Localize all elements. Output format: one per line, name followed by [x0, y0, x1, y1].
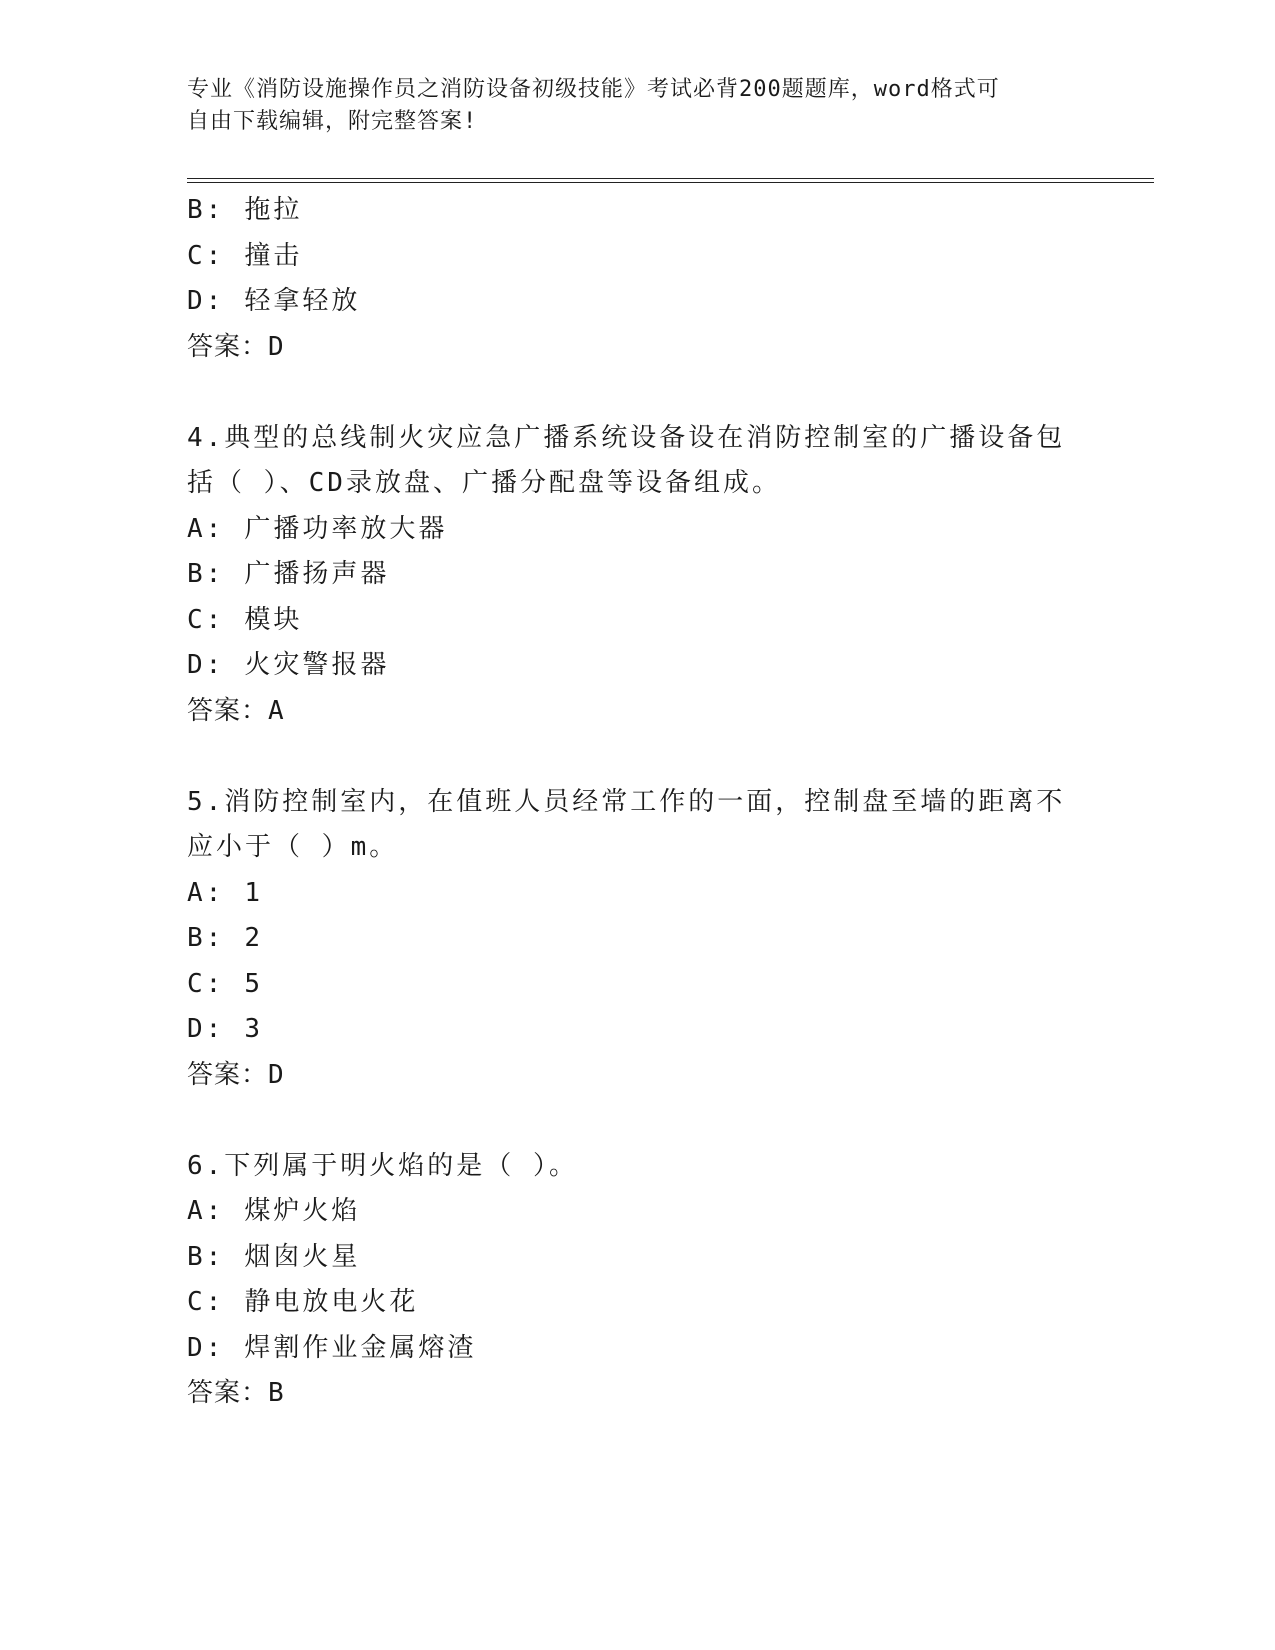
- option-text: 模块: [244, 604, 303, 635]
- option-letter: C:: [187, 968, 225, 999]
- option-text: 1: [244, 877, 263, 908]
- option-d: [187, 279, 1067, 325]
- question-text-line-2: 应小于（ ）m。: [187, 832, 399, 862]
- option-letter: C:: [187, 604, 225, 635]
- option-c: [187, 598, 1067, 644]
- option-letter: A:: [187, 877, 225, 908]
- option-text: 轻拿轻放: [244, 286, 361, 316]
- option-c: [187, 1280, 1067, 1326]
- question-4: [187, 416, 1067, 735]
- option-letter: D:: [187, 650, 225, 680]
- option-text: 广播功率放大器: [244, 513, 448, 544]
- option-letter: C:: [187, 240, 225, 271]
- option-b: [187, 188, 1067, 234]
- option-letter: D:: [187, 1332, 225, 1363]
- option-letter: B:: [187, 923, 225, 953]
- option-d: [187, 1007, 1067, 1053]
- option-letter: C:: [187, 1287, 225, 1317]
- question-5: [187, 780, 1067, 1099]
- header-line-1: 专业《消防设施操作员之消防设备初级技能》考试必背200题题库，word格式可: [187, 77, 1000, 102]
- option-letter: B:: [187, 1241, 225, 1272]
- option-letter: B:: [187, 559, 225, 589]
- question-text-line-2: 括（ ）、CD录放盘、广播分配盘等设备组成。: [187, 468, 781, 498]
- option-text: 火灾警报器: [244, 650, 390, 680]
- option-b: [187, 552, 1067, 598]
- option-text: 烟囱火星: [244, 1241, 361, 1272]
- option-letter: D:: [187, 286, 225, 316]
- answer: 答案：B: [187, 1378, 285, 1408]
- option-a: [187, 507, 1067, 553]
- option-text: 3: [244, 1014, 263, 1044]
- option-letter: A:: [187, 513, 225, 544]
- header-divider: [187, 178, 1154, 183]
- option-d: [187, 643, 1067, 689]
- option-c: [187, 962, 1067, 1008]
- option-text: 焊割作业金属熔渣: [244, 1332, 477, 1363]
- question-text-line-1: 5.消防控制室内，在值班人员经常工作的一面，控制盘至墙的距离不: [187, 786, 1066, 817]
- option-a: [187, 871, 1067, 917]
- option-letter: B:: [187, 195, 225, 225]
- question-3-partial: [187, 188, 1067, 370]
- answer: 答案：A: [187, 695, 285, 726]
- option-letter: D:: [187, 1014, 225, 1044]
- question-text-line-1: 4.典型的总线制火灾应急广播系统设备设在消防控制室的广播设备包: [187, 422, 1066, 453]
- option-letter: A:: [187, 1196, 225, 1226]
- option-text: 撞击: [244, 240, 303, 271]
- answer: 答案：D: [187, 1059, 285, 1090]
- header-line-2: 自由下载编辑，附完整答案!: [187, 109, 478, 134]
- option-text: 5: [244, 968, 263, 999]
- question-6: [187, 1144, 1067, 1417]
- page-header: [187, 74, 1067, 138]
- option-text: 拖拉: [244, 195, 303, 225]
- option-b: [187, 916, 1067, 962]
- question-text-line-1: 6.下列属于明火焰的是（ ）。: [187, 1150, 578, 1181]
- answer: 答案：D: [187, 331, 285, 362]
- option-text: 2: [244, 923, 263, 953]
- option-c: [187, 234, 1067, 280]
- option-a: [187, 1189, 1067, 1235]
- option-text: 煤炉火焰: [244, 1196, 361, 1226]
- document-body: [187, 188, 1067, 1417]
- option-b: [187, 1235, 1067, 1281]
- option-text: 广播扬声器: [244, 559, 390, 589]
- option-d: [187, 1326, 1067, 1372]
- option-text: 静电放电火花: [244, 1287, 419, 1317]
